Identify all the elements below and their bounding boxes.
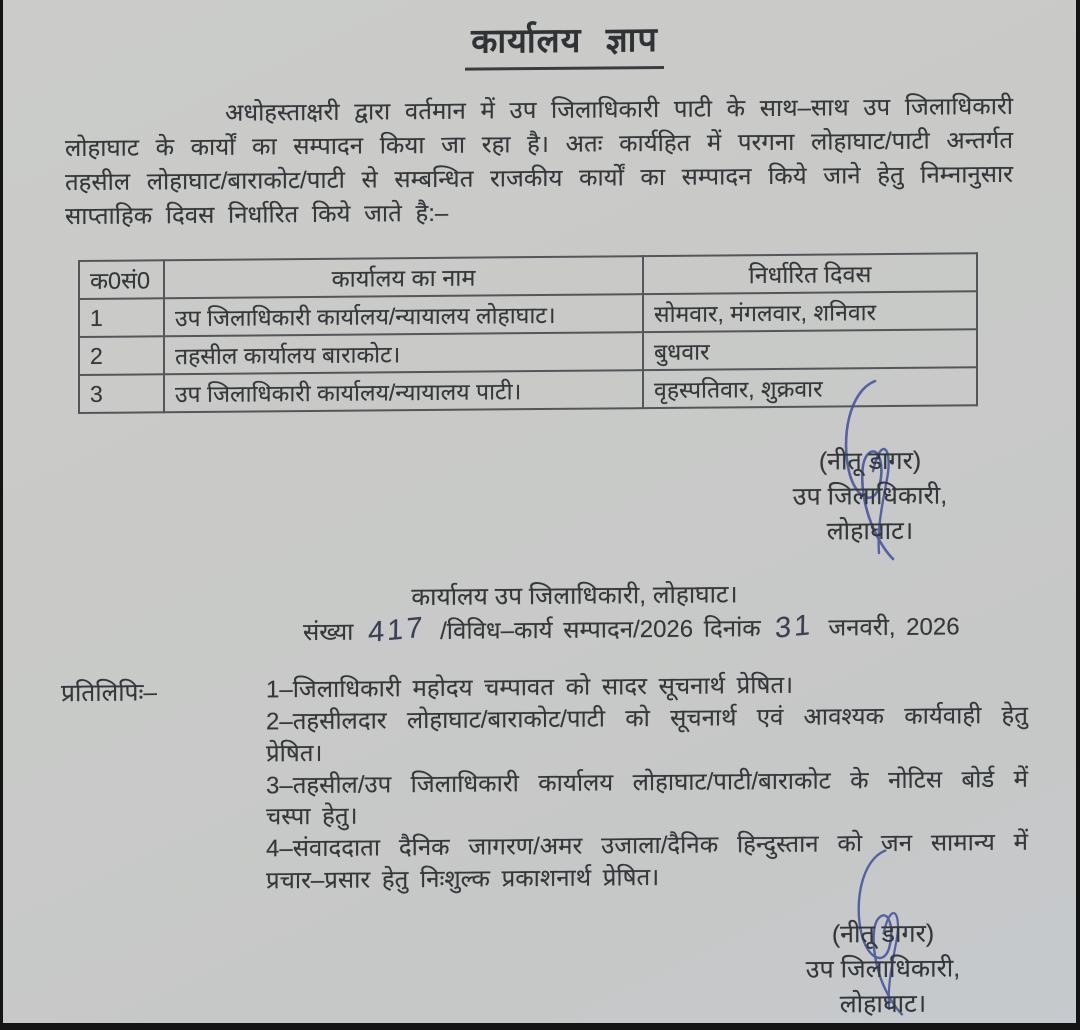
handwritten-number: 417	[368, 611, 426, 650]
signature-block-top	[755, 443, 985, 550]
table-row	[79, 367, 977, 413]
scanned-page	[3, 0, 1076, 1023]
page-title: कार्यालय ज्ञाप	[465, 15, 664, 71]
cell-days: सोमवार, मंगलवार, शनिवार	[643, 291, 977, 332]
signatory-designation: उप जिलाधिकारी,	[768, 951, 998, 988]
cell-serial: 2	[79, 336, 164, 375]
cell-serial: 1	[79, 298, 164, 337]
copies-item: 3–तहसील/उप जिलाधिकारी कार्यालय लोहाघाट/पाटी/बाराकोट के नोटिस बोर्ड में चस्पा हेतु।	[266, 763, 1028, 833]
cell-serial: 3	[79, 374, 164, 413]
signatory-name: (नीतू डागर)	[755, 443, 985, 480]
copies-list	[266, 668, 1028, 897]
signatory-name: (नीतू डागर)	[768, 916, 998, 953]
title-row	[3, 11, 1076, 74]
cell-office: उप जिलाधिकारी कार्यालय/न्यायालय लोहाघाट।	[164, 294, 643, 336]
cell-office: तहसील कार्यालय बाराकोट।	[164, 332, 643, 374]
signatory-place: लोहाघाट।	[768, 986, 998, 1023]
number-suffix: जनवरी, 2026	[828, 613, 959, 641]
signature-block-bottom	[768, 916, 998, 1023]
cell-days: बुधवार	[643, 329, 977, 370]
office-line: कार्यालय उप जिलाधिकारी, लोहाघाट।	[3, 574, 1076, 616]
copies-item: 1–जिलाधिकारी महोदय चम्पावत को सादर सूचनार्थ प्रेषित।	[266, 668, 1028, 706]
copies-label: प्रतिलिपिः–	[61, 675, 157, 709]
cell-office: उप जिलाधिकारी कार्यालय/न्यायालय पाटी।	[164, 370, 643, 412]
reference-number-line	[303, 609, 960, 648]
schedule-table	[78, 252, 978, 414]
header-assigned-days: निर्धारित दिवस	[643, 253, 977, 294]
signatory-designation: उप जिलाधिकारी,	[755, 478, 985, 515]
body-paragraph: अधोहस्ताक्षरी द्वारा वर्तमान में उप जिलाधिकारी पाटी के साथ–साथ उप जिलाधिकारी लोहाघाट के कार्यों का सम्पादन किया जा रहा है। अतः कार्यहित में परगना लोहाघाट/पाटी अन्तर्गत तहसील लोहाघाट/बाराकोट/पाटी से सम्बन्धित राजकीय कार्यों का सम्पादन किये जाने हेतु निम्नानुसार साप्ताहिक दिवस निर्धारित किये जाते है:–	[65, 90, 1013, 234]
copies-item: 2–तहसीलदार लोहाघाट/बाराकोट/पाटी को सूचनार्थ एवं आवश्यक कार्यवाही हेतु प्रेषित।	[266, 700, 1028, 770]
header-serial-number: क0सं0	[79, 260, 164, 299]
cell-days: वृहस्पतिवार, शुक्रवार	[643, 367, 977, 408]
memo-content	[3, 0, 1076, 1028]
number-middle: /विविध–कार्य सम्पादन/2026 दिनांक	[440, 615, 761, 645]
header-office-name: कार्यालय का नाम	[164, 256, 643, 298]
copies-item: 4–संवाददाता दैनिक जागरण/अमर उजाला/दैनिक हिन्दुस्तान को जन सामान्य में प्रचार–प्रसार हेतु निःशुल्क प्रकाशनार्थ प्रेषित।	[266, 827, 1028, 897]
number-prefix: संख्या	[303, 619, 353, 646]
signatory-place: लोहाघाट।	[755, 513, 985, 550]
handwritten-date: 31	[775, 609, 814, 646]
